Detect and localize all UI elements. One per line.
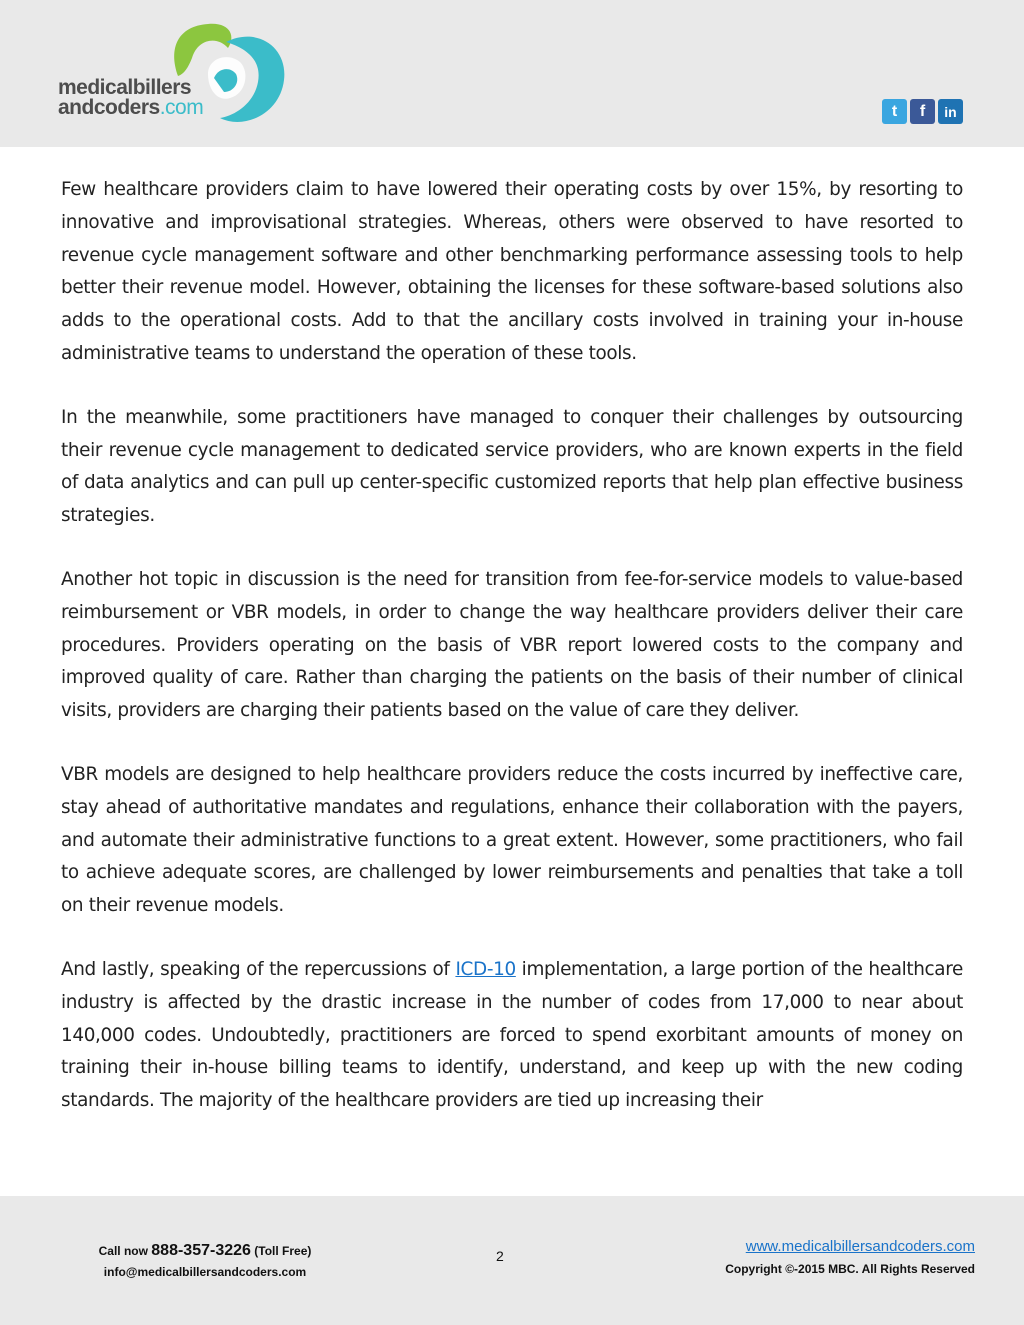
- site-info: [725, 1236, 975, 1280]
- email-address[interactable]: info@medicalbillersandcoders.com: [103, 1265, 307, 1279]
- paragraph-1: Few healthcare providers claim to have lowered their operating costs by over 15%, by resorting to innovative and improvisational strategies. Whereas, others were observed to have resorted to revenue cycle management software and other benchmarking performance assessing tools to help better their revenue model. However, obtaining the licenses for these software-based solutions also adds to the operational costs. Add to that the ancillary costs involved in training your in-house administrative teams to understand the operation of these tools.: [61, 179, 963, 364]
- document-body: [61, 174, 963, 1149]
- paragraph-5-start: And lastly, speaking of the repercussions of: [61, 958, 456, 980]
- page-number: 2: [496, 1248, 504, 1264]
- contact-info: [80, 1240, 330, 1283]
- paragraph-2: In the meanwhile, some practitioners have managed to conquer their challenges by outsourcing their revenue cycle management to dedicated service providers, who are known experts in the field of data analytics and can pull up center-specific customized reports that help plan effective business strategies.: [61, 406, 963, 527]
- website-link[interactable]: www.medicalbillersandcoders.com: [745, 1238, 975, 1255]
- paragraph-4: VBR models are designed to help healthcare providers reduce the costs incurred by ineffective care, stay ahead of authoritative mandates and regulations, enhance their collaboration with the payers, and automate their administrative functions to a great extent. However, some practitioners, who fail to achieve adequate scores, are challenged by lower reimbursements and penalties that take a toll on their revenue models.: [61, 763, 963, 917]
- logo-line-2-main: andcoders: [58, 96, 160, 119]
- logo-line-2-suffix: .com: [159, 96, 204, 119]
- call-line: [80, 1240, 330, 1262]
- copyright-text: Copyright ©-2015 MBC. All Rights Reserved: [725, 1262, 975, 1276]
- paragraph-5-end: implementation, a large portion of the healthcare industry is affected by the drastic increase in the number of codes from 17,000 to near about 140,000 codes. Undoubtedly, practitioners are forced to spend exorbitant amounts of money on training their in-house billing teams to identify, understand, and keep up with the new coding standards. The majority of the healthcare providers are tied up increasing their: [61, 958, 963, 1112]
- toll-free-label: (Toll Free): [250, 1244, 312, 1258]
- twitter-icon[interactable]: t: [882, 99, 907, 124]
- company-logo[interactable]: [58, 18, 288, 130]
- page-header: [0, 0, 1024, 147]
- icd-10-link[interactable]: ICD-10: [455, 958, 516, 980]
- paragraph-5: [61, 954, 963, 1118]
- page-footer: [0, 1196, 1024, 1325]
- social-links: [882, 99, 963, 124]
- phone-number[interactable]: 888-357-3226: [151, 1242, 251, 1259]
- linkedin-icon[interactable]: in: [938, 99, 963, 124]
- facebook-icon[interactable]: f: [910, 99, 935, 124]
- call-label: Call now: [98, 1244, 152, 1258]
- logo-wordmark: [58, 78, 203, 118]
- paragraph-3: Another hot topic in discussion is the need for transition from fee-for-service models to value-based reimbursement or VBR models, in order to change the way healthcare providers deliver their care procedures. Providers operating on the basis of VBR report lowered costs to the company and improved quality of care. Rather than charging the patients on the basis of their number of clinical visits, providers are charging their patients based on the value of care they deliver.: [61, 568, 963, 722]
- logo-line-2: [58, 98, 203, 118]
- logo-line-1: medicalbillers: [58, 76, 192, 99]
